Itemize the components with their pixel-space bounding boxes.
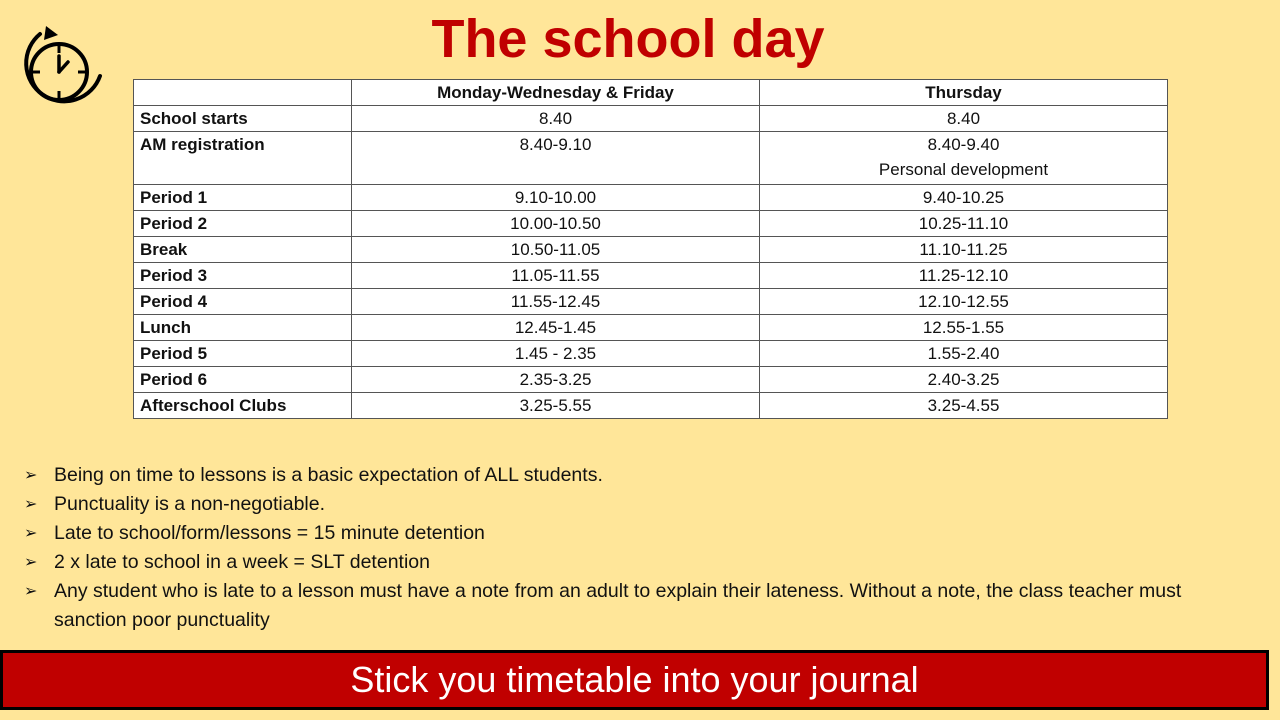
thursday-time: 3.25-4.55 (760, 393, 1168, 419)
rule-text: Late to school/form/lessons = 15 minute detention (54, 522, 485, 544)
row-label: Period 3 (134, 263, 352, 289)
thursday-time: 9.40-10.25 (760, 185, 1168, 211)
table-row (134, 185, 1168, 211)
arrow-bullet-icon: ➢ (24, 583, 38, 600)
list-item (24, 577, 1224, 635)
row-label: Period 6 (134, 367, 352, 393)
row-label: Lunch (134, 315, 352, 341)
punctuality-rules-list (24, 461, 1224, 635)
list-item (24, 548, 1224, 577)
row-label: Break (134, 237, 352, 263)
arrow-bullet-icon: ➢ (24, 496, 38, 513)
mon-wed-fri-time: 10.00-10.50 (352, 211, 760, 237)
thursday-time: 1.55-2.40 (760, 341, 1168, 367)
rule-text: Any student who is late to a lesson must have a note from an adult to explain their lateness. Without a note, the class teacher must sanction poor punctuality (54, 580, 1182, 631)
rule-text: Being on time to lessons is a basic expectation of ALL students. (54, 464, 603, 486)
list-item (24, 490, 1224, 519)
page-title: The school day (431, 9, 825, 69)
thursday-time: 8.40-9.40 (927, 135, 1000, 154)
thursday-note: Personal development (878, 160, 1049, 179)
journal-reminder-banner: Stick you timetable into your journal (0, 650, 1269, 710)
table-row (134, 106, 1168, 132)
list-item (24, 461, 1224, 490)
mon-wed-fri-time: 11.55-12.45 (352, 289, 760, 315)
thursday-time: 12.10-12.55 (760, 289, 1168, 315)
row-label: Period 4 (134, 289, 352, 315)
table-row (134, 132, 1168, 185)
rule-text: Punctuality is a non-negotiable. (54, 493, 326, 515)
table-row (134, 341, 1168, 367)
header-thursday: Thursday (760, 80, 1168, 106)
thursday-time: 8.40 (760, 106, 1168, 132)
row-label: Period 1 (134, 185, 352, 211)
mon-wed-fri-time: 2.35-3.25 (352, 367, 760, 393)
table-row (134, 289, 1168, 315)
header-mon-wed-fri: Monday-Wednesday & Friday (352, 80, 760, 106)
table-row (134, 263, 1168, 289)
arrow-bullet-icon: ➢ (24, 467, 38, 484)
mon-wed-fri-time: 3.25-5.55 (352, 393, 760, 419)
table-row (134, 315, 1168, 341)
table-header-row (134, 80, 1168, 106)
mon-wed-fri-time: 11.05-11.55 (352, 263, 760, 289)
thursday-time: 12.55-1.55 (760, 315, 1168, 341)
mon-wed-fri-time: 10.50-11.05 (352, 237, 760, 263)
table-row (134, 211, 1168, 237)
header-blank (134, 80, 352, 106)
mon-wed-fri-time: 8.40-9.10 (352, 132, 760, 185)
table-row (134, 237, 1168, 263)
mon-wed-fri-time: 1.45 - 2.35 (352, 341, 760, 367)
mon-wed-fri-time: 8.40 (352, 106, 760, 132)
arrow-bullet-icon: ➢ (24, 554, 38, 571)
row-label: AM registration (134, 132, 352, 185)
thursday-cell (760, 132, 1168, 185)
row-label: Period 2 (134, 211, 352, 237)
thursday-time: 10.25-11.10 (760, 211, 1168, 237)
thursday-time: 2.40-3.25 (760, 367, 1168, 393)
table-row (134, 367, 1168, 393)
thursday-time: 11.10-11.25 (760, 237, 1168, 263)
list-item (24, 519, 1224, 548)
timetable (133, 79, 1168, 419)
row-label: Period 5 (134, 341, 352, 367)
mon-wed-fri-time: 12.45-1.45 (352, 315, 760, 341)
arrow-bullet-icon: ➢ (24, 525, 38, 542)
row-label: School starts (134, 106, 352, 132)
thursday-time: 11.25-12.10 (760, 263, 1168, 289)
mon-wed-fri-time: 9.10-10.00 (352, 185, 760, 211)
rule-text: 2 x late to school in a week = SLT detention (54, 551, 430, 573)
table-row (134, 393, 1168, 419)
row-label: Afterschool Clubs (134, 393, 352, 419)
